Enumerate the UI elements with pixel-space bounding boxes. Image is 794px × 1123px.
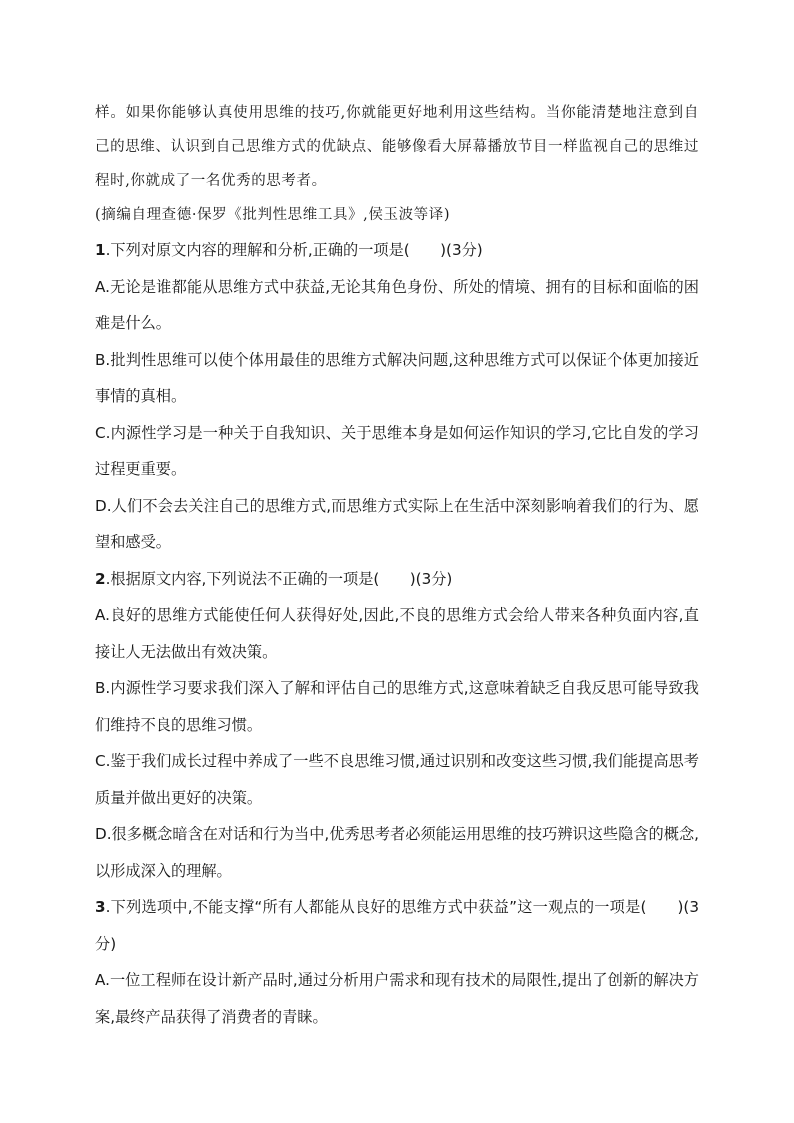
option-d: D.人们不会去关注自己的思维方式,而思维方式实际上在生活中深刻影响着我们的行为、愿望和感受。 [95, 496, 699, 551]
passage [95, 96, 699, 232]
question-2 [95, 561, 699, 890]
question-1 [95, 232, 699, 561]
question-stem [95, 561, 699, 598]
question-number: 1 [95, 241, 106, 259]
option-a: A.一位工程师在设计新产品时,通过分析用户需求和现有技术的局限性,提出了创新的解决方案,最终产品获得了消费者的青睐。 [95, 971, 699, 1026]
option-c: C.内源性学习是一种关于自我知识、关于思维本身是如何运作知识的学习,它比自发的学习过程更重要。 [95, 423, 699, 478]
option-a: A.无论是谁都能从思维方式中获益,无论其角色身份、所处的情境、拥有的目标和面临的困难是什么。 [95, 277, 699, 332]
passage-paragraph: 样。如果你能够认真使用思维的技巧,你就能更好地利用这些结构。当你能清楚地注意到自己的思维、认识到自己思维方式的优缺点、能够像看大屏幕播放节目一样监视自己的思维过程时,你就成了一名优秀的思考者。 [95, 105, 699, 189]
question-number: 2 [95, 569, 106, 588]
document-page [95, 96, 699, 1035]
question-text: .下列对原文内容的理解和分析,正确的一项是( )(3分) [105, 241, 483, 259]
passage-source: (摘编自理查德·保罗《批判性思维工具》,侯玉波等译) [95, 207, 451, 223]
option-c: C.鉴于我们成长过程中养成了一些不良思维习惯,通过识别和改变这些习惯,我们能提高思考质量并做出更好的决策。 [95, 752, 699, 807]
question-text: .下列选项中,不能支撑“所有人都能从良好的思维方式中获益”这一观点的一项是( )(3分) [95, 898, 699, 953]
option-d: D.很多概念暗含在对话和行为当中,优秀思考者必须能运用思维的技巧辨识这些隐含的概念,以形成深入的理解。 [95, 825, 699, 880]
question-stem [95, 232, 699, 269]
question-text: .根据原文内容,下列说法不正确的一项是( )(3分) [105, 569, 453, 588]
option-b: B.内源性学习要求我们深入了解和评估自己的思维方式,这意味着缺乏自我反思可能导致我们维持不良的思维习惯。 [95, 679, 699, 734]
question-3 [95, 889, 699, 1035]
option-b: B.批判性思维可以使个体用最佳的思维方式解决问题,这种思维方式可以保证个体更加接近事情的真相。 [95, 350, 699, 405]
question-number: 3 [95, 898, 106, 916]
question-stem [95, 889, 699, 962]
option-a: A.良好的思维方式能使任何人获得好处,因此,不良的思维方式会给人带来各种负面内容,直接让人无法做出有效决策。 [95, 606, 699, 661]
